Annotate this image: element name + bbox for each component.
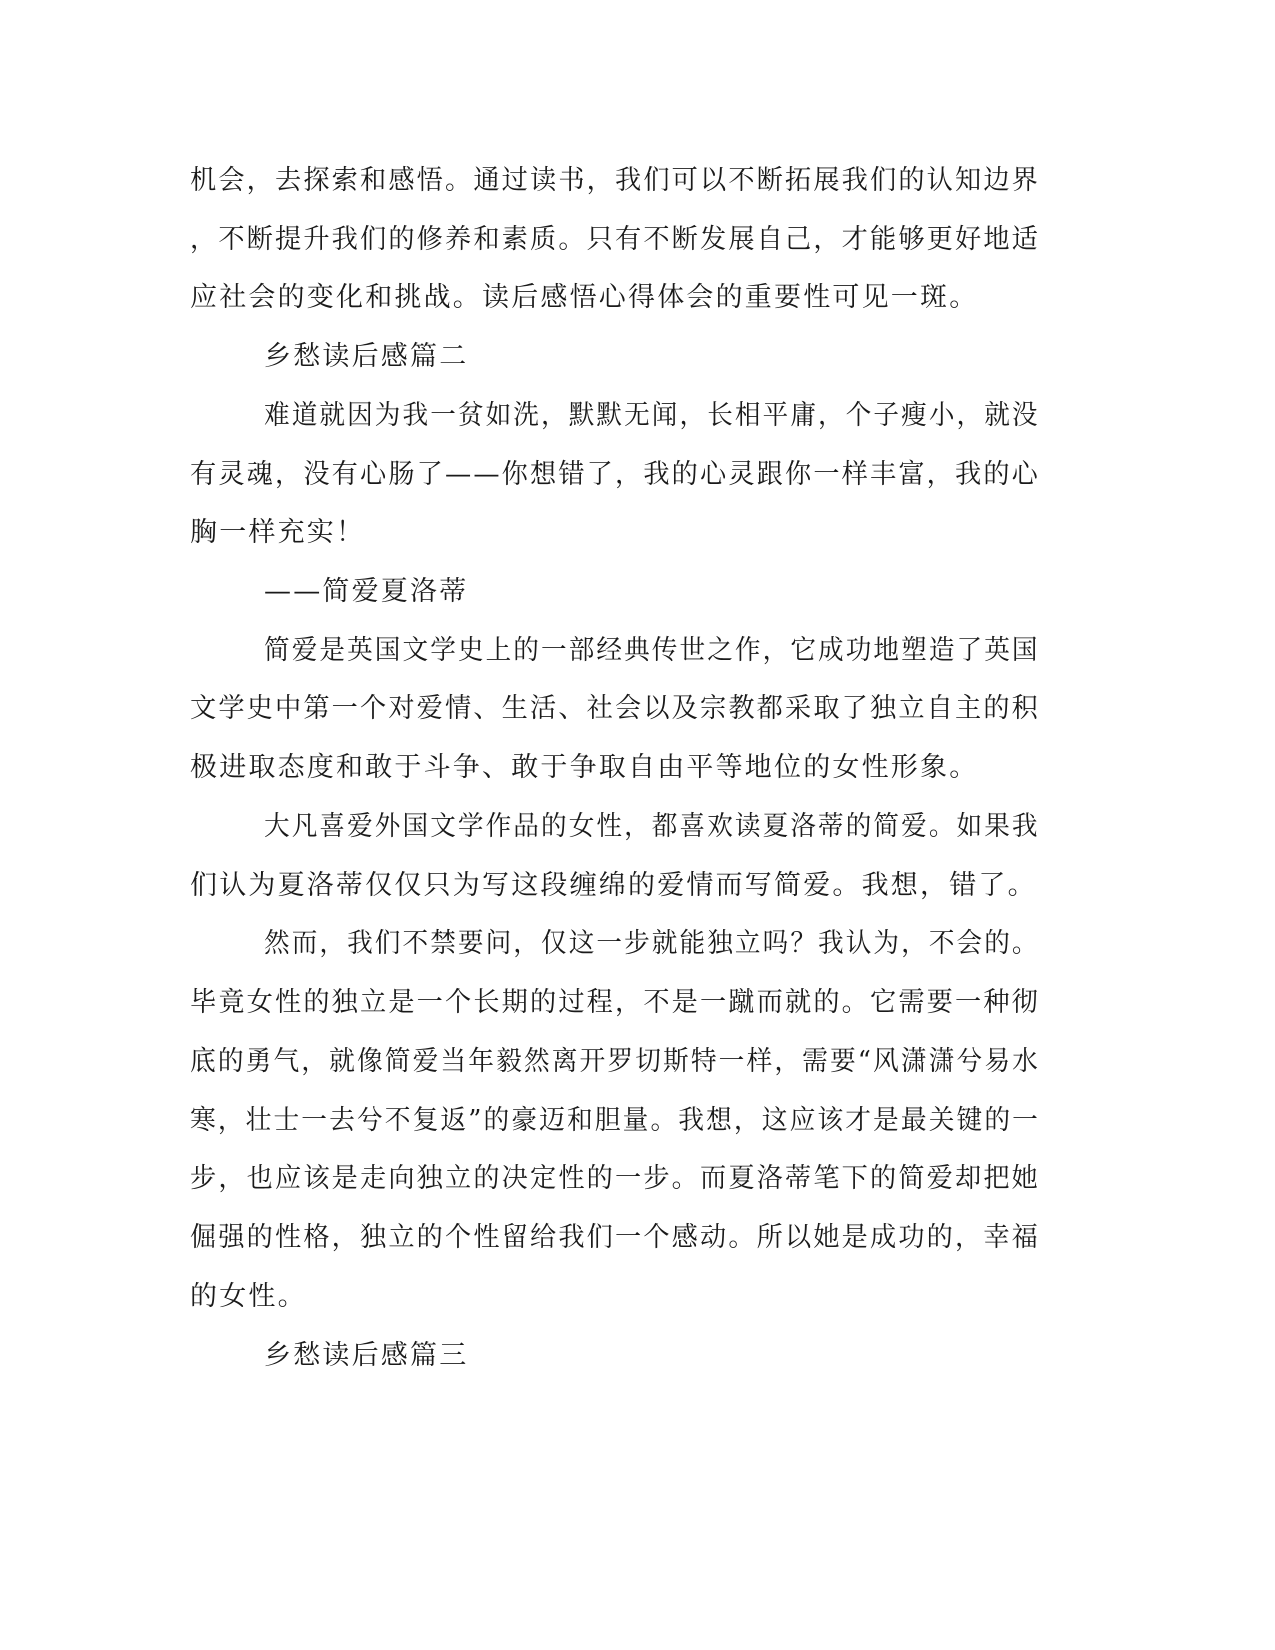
section-heading: 乡愁读后感篇三 <box>264 1340 469 1371</box>
text-line: 机会，去探索和感悟。通过读书，我们可以不断拓展我们的认知边界 <box>190 165 1040 196</box>
text-line: 有灵魂，没有心肠了——你想错了，我的心灵跟你一样丰富，我的心 <box>190 459 1040 490</box>
text-line: 的女性。 <box>190 1281 307 1312</box>
text-line: 胸一样充实！ <box>190 517 366 548</box>
text-line: 毕竟女性的独立是一个长期的过程，不是一蹴而就的。它需要一种彻 <box>190 987 1040 1018</box>
text-line: 寒，壮士一去兮不复返”的豪迈和胆量。我想，这应该才是最关键的一 <box>190 1105 1041 1136</box>
quote-attribution: ——简爱夏洛蒂 <box>264 576 469 607</box>
text-line: 然而，我们不禁要问，仅这一步就能独立吗？我认为，不会的。 <box>264 928 1040 959</box>
section-heading: 乡愁读后感篇二 <box>264 341 469 372</box>
text-line: 应社会的变化和挑战。读后感悟心得体会的重要性可见一斑。 <box>190 282 979 313</box>
text-line: 极进取态度和敢于斗争、敢于争取自由平等地位的女性形象。 <box>190 752 979 783</box>
text-line: 大凡喜爱外国文学作品的女性，都喜欢读夏洛蒂的简爱。如果我 <box>264 811 1040 842</box>
text-line: 倔强的性格，独立的个性留给我们一个感动。所以她是成功的，幸福 <box>190 1222 1040 1253</box>
text-line: 难道就因为我一贫如洗，默默无闻，长相平庸，个子瘦小，就没 <box>264 400 1040 431</box>
text-line: 底的勇气，就像简爱当年毅然离开罗切斯特一样，需要“风潇潇兮易水 <box>190 1046 1041 1077</box>
text-line: 步，也应该是走向独立的决定性的一步。而夏洛蒂笔下的简爱却把她 <box>190 1163 1040 1194</box>
text-line: ，不断提升我们的修养和素质。只有不断发展自己，才能够更好地适 <box>190 224 1040 255</box>
text-line: 简爱是英国文学史上的一部经典传世之作，它成功地塑造了英国 <box>264 635 1040 666</box>
text-line: 文学史中第一个对爱情、生活、社会以及宗教都采取了独立自主的积 <box>190 693 1040 724</box>
text-line: 们认为夏洛蒂仅仅只为写这段缠绵的爱情而写简爱。我想，错了。 <box>190 870 1037 901</box>
